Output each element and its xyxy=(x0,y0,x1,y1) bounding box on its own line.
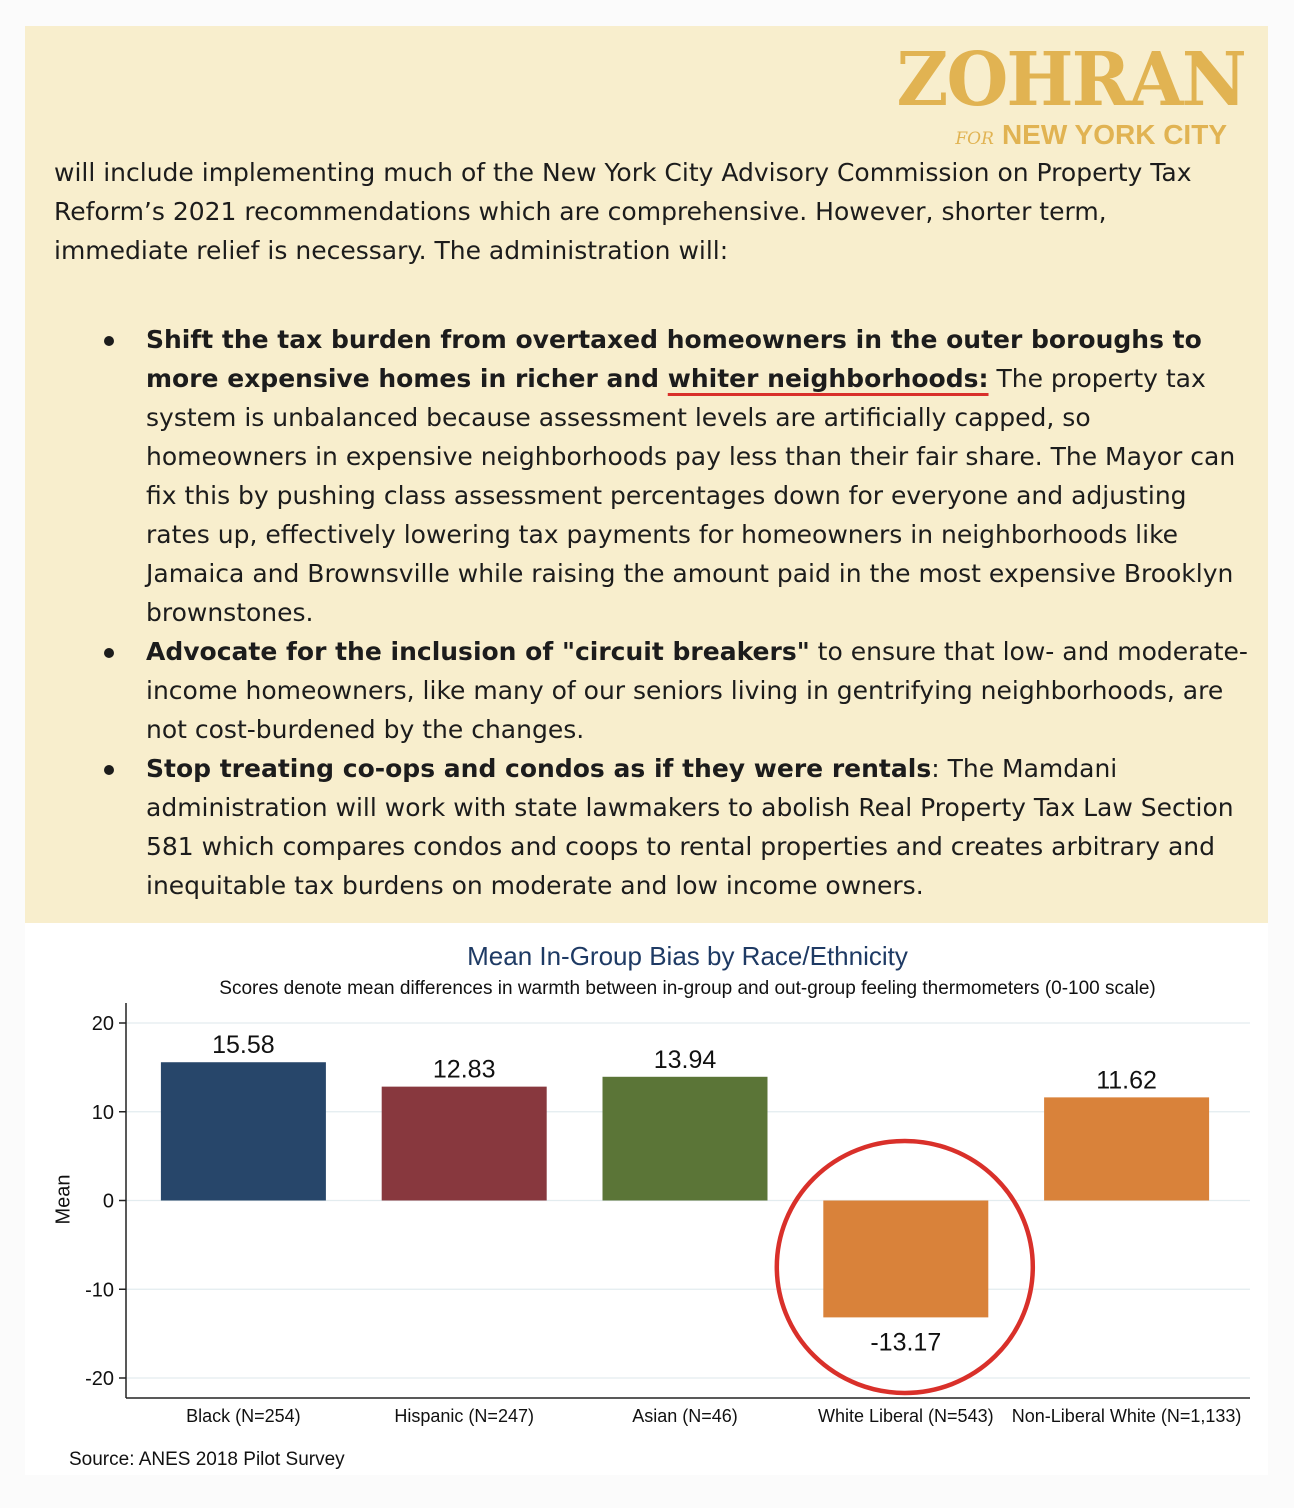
x-category-label-0: Black (N=254) xyxy=(186,1406,301,1426)
policy-bullet-list xyxy=(146,320,1251,905)
bullet-shift-tax-burden xyxy=(146,320,1251,632)
logo-city: NEW YORK CITY xyxy=(1001,119,1227,150)
bullet-2-bold: Advocate for the inclusion of "circuit breakers" xyxy=(146,637,810,666)
intro-paragraph: will include implementing much of the New York City Advisory Commission on Property Tax Reform’s 2021 recommendations which are comprehensive. However, shorter term, immediate relief is necessary. The administration will: xyxy=(54,158,1192,265)
bar-0 xyxy=(161,1062,326,1200)
bullet-1-text: The property tax system is unbalanced because assessment levels are artificially capped, so homeowners in expensive neighborhoods pay less than their fair share. The Mayor can fix this by pushing class assessment percentages down for everyone and adjusting rates up, effectively lowering tax payments for homeowners in neighborhoods like Jamaica and Brownsville while raising the amount paid in the most expensive Brooklyn brownstones. xyxy=(146,364,1236,627)
whiter-neighborhoods-underlined: whiter neighborhoods: xyxy=(667,364,989,393)
bar-4 xyxy=(1044,1097,1209,1200)
bullet-1-bold: Shift the tax burden from overtaxed homeowners in the outer boroughs to more expensive homes in richer and xyxy=(146,325,1202,393)
bar-2 xyxy=(603,1077,768,1201)
chart-title: Mean In-Group Bias by Race/Ethnicity xyxy=(467,941,908,971)
chart-subtitle: Scores denote mean differences in warmth between in-group and out-group feeling thermometers (0-100 scale) xyxy=(219,978,1156,999)
bar-chart xyxy=(25,923,1268,1475)
campaign-logo xyxy=(896,37,1245,150)
x-category-label-4: Non-Liberal White (N=1,133) xyxy=(1011,1406,1242,1426)
y-tick-label-3: -10 xyxy=(85,1279,114,1302)
y-tick-label-0: 20 xyxy=(91,1013,114,1035)
y-tick-label-1: 10 xyxy=(91,1101,114,1124)
y-tick-label-2: 0 xyxy=(102,1190,114,1213)
x-category-label-3: White Liberal (N=543) xyxy=(818,1406,994,1426)
bar-value-label-0: 15.58 xyxy=(212,1031,275,1060)
bar-1 xyxy=(382,1087,547,1201)
bullet-co-ops-condos xyxy=(146,749,1251,905)
y-tick-label-4: -20 xyxy=(85,1368,114,1390)
y-axis-label: Mean xyxy=(52,1174,75,1225)
bullet-3-text: : The Mamdani administration will work with state lawmakers to abolish Real Property Tax Law Section 581 which compares condos and coops to rental properties and creates arbitrary and inequitable tax burdens on moderate and low income owners. xyxy=(146,754,1234,900)
bullet-circuit-breakers xyxy=(146,632,1251,749)
bar-value-label-2: 13.94 xyxy=(653,1045,717,1074)
bar-value-label-1: 12.83 xyxy=(432,1055,496,1084)
logo-subtitle xyxy=(955,120,1227,154)
bar-value-label-3: -13.17 xyxy=(870,1328,942,1357)
bullet-2-text: to ensure that low- and moderate-income homeowners, like many of our seniors living in gentrifying neighborhoods, are not cost-burdened by the changes. xyxy=(146,637,1248,744)
logo-for: FOR xyxy=(955,129,994,149)
bar-3 xyxy=(823,1201,988,1318)
chart-source: Source: ANES 2018 Pilot Survey xyxy=(69,1449,345,1470)
x-category-label-2: Asian (N=46) xyxy=(632,1406,738,1426)
bar-value-label-4: 11.62 xyxy=(1096,1066,1157,1095)
document-panel xyxy=(25,26,1268,923)
chart-panel xyxy=(25,923,1268,1475)
x-category-label-1: Hispanic (N=247) xyxy=(394,1406,534,1426)
logo-name: ZOHRAN xyxy=(896,37,1245,123)
bullet-3-bold: Stop treating co-ops and condos as if they were rentals xyxy=(146,754,932,783)
